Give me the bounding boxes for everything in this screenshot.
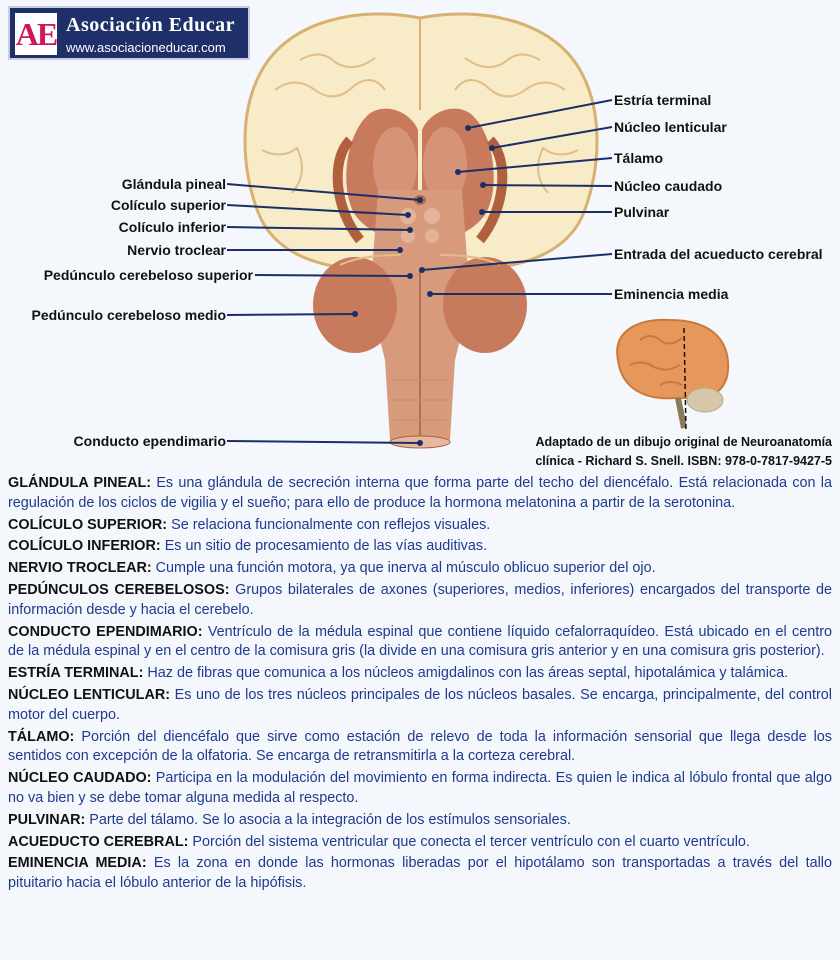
label-talamo: Tálamo [614,150,664,166]
label-estria-terminal: Estría terminal [614,92,712,108]
definition-text: Porción del diencéfalo que sirve como estación de relevo de toda la información sensorial que llega desde los sentidos con excepción de la olfatoria. Se encarga de retransmitirla a la corteza cerebral. [8,728,833,765]
definition-pulvinar [8,811,832,831]
definition-term: TÁLAMO: [8,728,75,745]
definition-text: Haz de fibras que comunica a los núcleos amigdalinos con las áreas septal, hipotalámica y talámica. [147,665,789,682]
definition-text: Grupos bilaterales de axones (superiores, medios, inferiores) encargados del transporte de información desde y hacia el cerebelo. [8,581,833,618]
definitions-list [8,474,832,896]
definition-eminencia-media [8,854,832,894]
definition-term: ESTRÍA TERMINAL: [8,665,144,682]
label-conducto-ependimario: Conducto ependimario [73,433,226,449]
label-entrada-acueducto: Entrada del acueducto cerebral [614,246,823,262]
label-eminencia-media: Eminencia media [614,286,729,302]
logo-mark: AE [15,13,57,55]
logo-url: www.asociacioneducar.com [66,40,226,55]
definition-coliculo-inferior [8,537,832,557]
brain-orientation-icon [617,320,728,432]
definition-acueducto-cerebral [8,833,832,853]
definition-text: Es la zona en donde las hormonas liberadas por el hipotálamo son transportadas a través del tallo pituitario hacia el lóbulo anterior de la hipófisis. [8,855,832,892]
definition-nucleo-lenticular [8,686,832,726]
definition-text: Es uno de los tres núcleos principales de los núcleos basales. Se encarga, principalmente, del control motor del cuerpo. [8,686,832,723]
label-coliculo-inferior: Colículo inferior [118,219,226,235]
definition-conducto-ependimario [8,623,832,663]
definition-talamo [8,728,832,768]
definition-term: COLÍCULO INFERIOR: [8,538,161,555]
label-pedunculo-superior: Pedúnculo cerebeloso superior [43,267,253,283]
definition-estria-terminal [8,664,832,684]
definition-term: NÚCLEO CAUDADO: [8,770,152,787]
definition-term: ACUEDUCTO CEREBRAL: [8,833,189,850]
label-glandula-pineal: Glándula pineal [121,176,226,192]
definition-nervio-troclear [8,559,832,579]
definition-coliculo-superior [8,516,832,536]
label-pedunculo-medio: Pedúnculo cerebeloso medio [31,307,226,323]
definition-text: Es un sitio de procesamiento de las vías auditivas. [164,538,488,555]
definition-term: PEDÚNCULOS CEREBELOSOS: [8,581,230,598]
label-nucleo-lenticular: Núcleo lenticular [614,119,727,135]
label-coliculo-superior: Colículo superior [110,197,226,213]
definition-nucleo-caudado [8,769,832,809]
definition-text: Parte del tálamo. Se lo asocia a la integración de los estímulos sensoriales. [89,811,571,828]
logo-name: Asociación Educar [66,14,236,36]
label-pulvinar: Pulvinar [614,204,670,220]
definition-text: Es una glándula de secreción interna que forma parte del techo del diencéfalo. Está relacionada con la regulación de los ciclos de vigilia y el sueño; para ello de produce la hormona melatonina a partir de la serotonina. [8,475,833,511]
definition-glandula-pineal [8,474,832,514]
label-nervio-troclear: Nervio troclear [127,242,226,258]
definition-term: NERVIO TROCLEAR: [8,560,152,577]
credit-line-1: Adaptado de un dibujo original de Neuroanatomía [535,435,832,449]
source-credit [470,433,832,471]
definition-text: Participa en la modulación del movimiento en forma indirecta. Es quien le indica al lóbulo frontal que algo no va bien y se debe tomar alguna medida al respecto. [8,770,832,806]
definition-pedunculos-cerebelosos [8,581,832,621]
definition-term: CONDUCTO EPENDIMARIO: [8,623,203,640]
definition-term: EMINENCIA MEDIA: [8,855,147,872]
definition-text: Se relaciona funcionalmente con reflejos visuales. [171,516,491,533]
definition-text: Porción del sistema ventricular que conecta el tercer ventrículo con el cuarto ventrículo. [192,833,750,850]
definition-term: PULVINAR: [8,811,86,828]
label-nucleo-caudado: Núcleo caudado [614,178,723,194]
definition-text: Cumple una función motora, ya que inerva al músculo oblicuo superior del ojo. [155,560,656,577]
definition-term: COLÍCULO SUPERIOR: [8,516,168,533]
definition-text: Ventrículo de la médula espinal que contiene líquido cefalorraquídeo. Está ubicado en el centro de la médula espinal y en el centro de la comisura gris (la divide en una comisura gris anterior y en una comisura gris posterior). [8,623,833,660]
credit-line-2: clínica - Richard S. Snell. ISBN: 978-0-7817-9427-5 [535,454,832,468]
definition-term: NÚCLEO LENTICULAR: [8,686,171,703]
definition-term: GLÁNDULA PINEAL: [8,475,152,491]
